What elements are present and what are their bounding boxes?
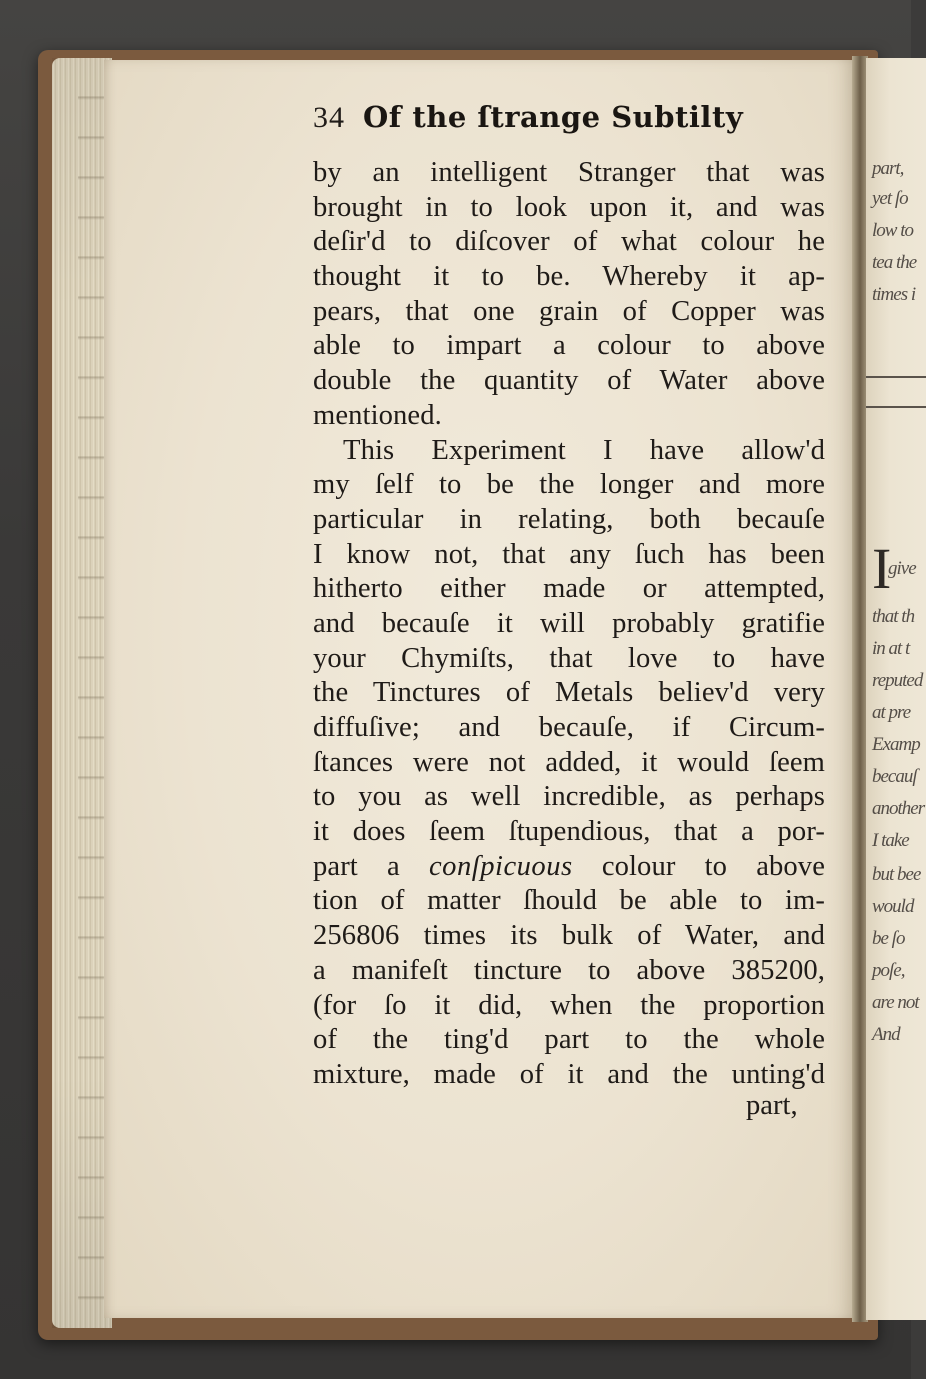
text-line: This Experiment I have allow'd [343,434,825,466]
text-line: particular in relating, both becauſe [313,503,825,535]
facing-page-initial: I [872,536,892,601]
text-line: a manifeſt tincture to above 385200, [313,954,825,986]
text-line: and becauſe it will probably gratifie [313,607,825,639]
facing-page-fragment: be ſo [872,928,905,949]
running-head-title: Of the ſtrange Subtilty [363,100,744,134]
facing-page-fragment: yet ſo [872,188,908,209]
text-line: 256806 times its bulk of Water, and [313,920,825,952]
page-edge-marks [78,60,104,1310]
text-segment: part a [313,850,429,882]
text-line: the Tinctures of Metals believ'd very [313,677,825,709]
text-line: thought it to be. Whereby it ap- [313,261,825,293]
text-line: able to impart a colour to above [313,330,825,362]
text-line: ſtances were not added, it would ſeem [313,746,825,778]
facing-page-rule [866,406,926,408]
facing-page-fragment: times i [872,284,916,305]
text-line: to you as well incredible, as perhaps [313,781,825,813]
text-line: (for ſo it did, when the proportion [313,989,825,1021]
text-segment: colour to above [572,850,825,882]
facing-page-fragment: poſe, [872,960,905,981]
facing-page-fragment: in at t [872,638,910,659]
body-text [313,156,825,1093]
facing-page-fragment: that th [872,606,915,627]
text-line: hitherto either made or attempted, [313,573,825,605]
facing-page-fragment: becauſ [872,766,917,787]
running-head [313,100,825,154]
facing-page-fragment: I take [872,830,909,851]
text-line: deſir'd to diſcover of what colour he [313,226,825,258]
text-line: mixture, made of it and the unting'd [313,1058,825,1090]
facing-page-fragment: but bee [872,864,921,885]
text-line: it does ſeem ſtupendious, that a por- [313,816,825,848]
text-line: by an intelligent Stranger that was [313,157,825,188]
facing-page-fragment: low to [872,220,913,241]
text-line: of the ting'd part to the whole [313,1024,825,1056]
text-line: mentioned. [313,399,442,431]
text-line [313,850,825,885]
facing-page-fragment: at pre [872,702,911,723]
page-number: 34 [313,101,345,134]
facing-page-fragment: give [888,558,916,579]
facing-page-fragment: are not [872,992,919,1013]
catchword: part, [746,1090,798,1121]
facing-page-fragment: part, [872,158,904,179]
facing-page-fragment: reputed [872,670,923,691]
text-block [313,100,825,1093]
text-line: tion of matter ſhould be able to im- [313,885,825,917]
facing-page-fragment: And [872,1024,900,1045]
text-line: pears, that one grain of Copper was [313,295,825,327]
text-line: my ſelf to be the longer and more [313,469,825,501]
text-line: I know not, that any ſuch has been [313,538,825,570]
text-line: your Chymiſts, that love to have [313,642,825,674]
text-line: double the quantity of Water above [313,365,825,397]
facing-page-fragment: tea the [872,252,917,273]
text-line: diffuſive; and becauſe, if Circum- [313,712,825,743]
facing-page [866,58,926,1320]
facing-page-fragment: would [872,896,914,917]
facing-page-fragment: Examp [872,734,920,755]
facing-page-rule [866,376,926,378]
italic-word: conſpicuous [428,850,573,882]
facing-page-fragment: another [872,798,925,819]
text-line: brought in to look upon it, and was [313,191,825,223]
